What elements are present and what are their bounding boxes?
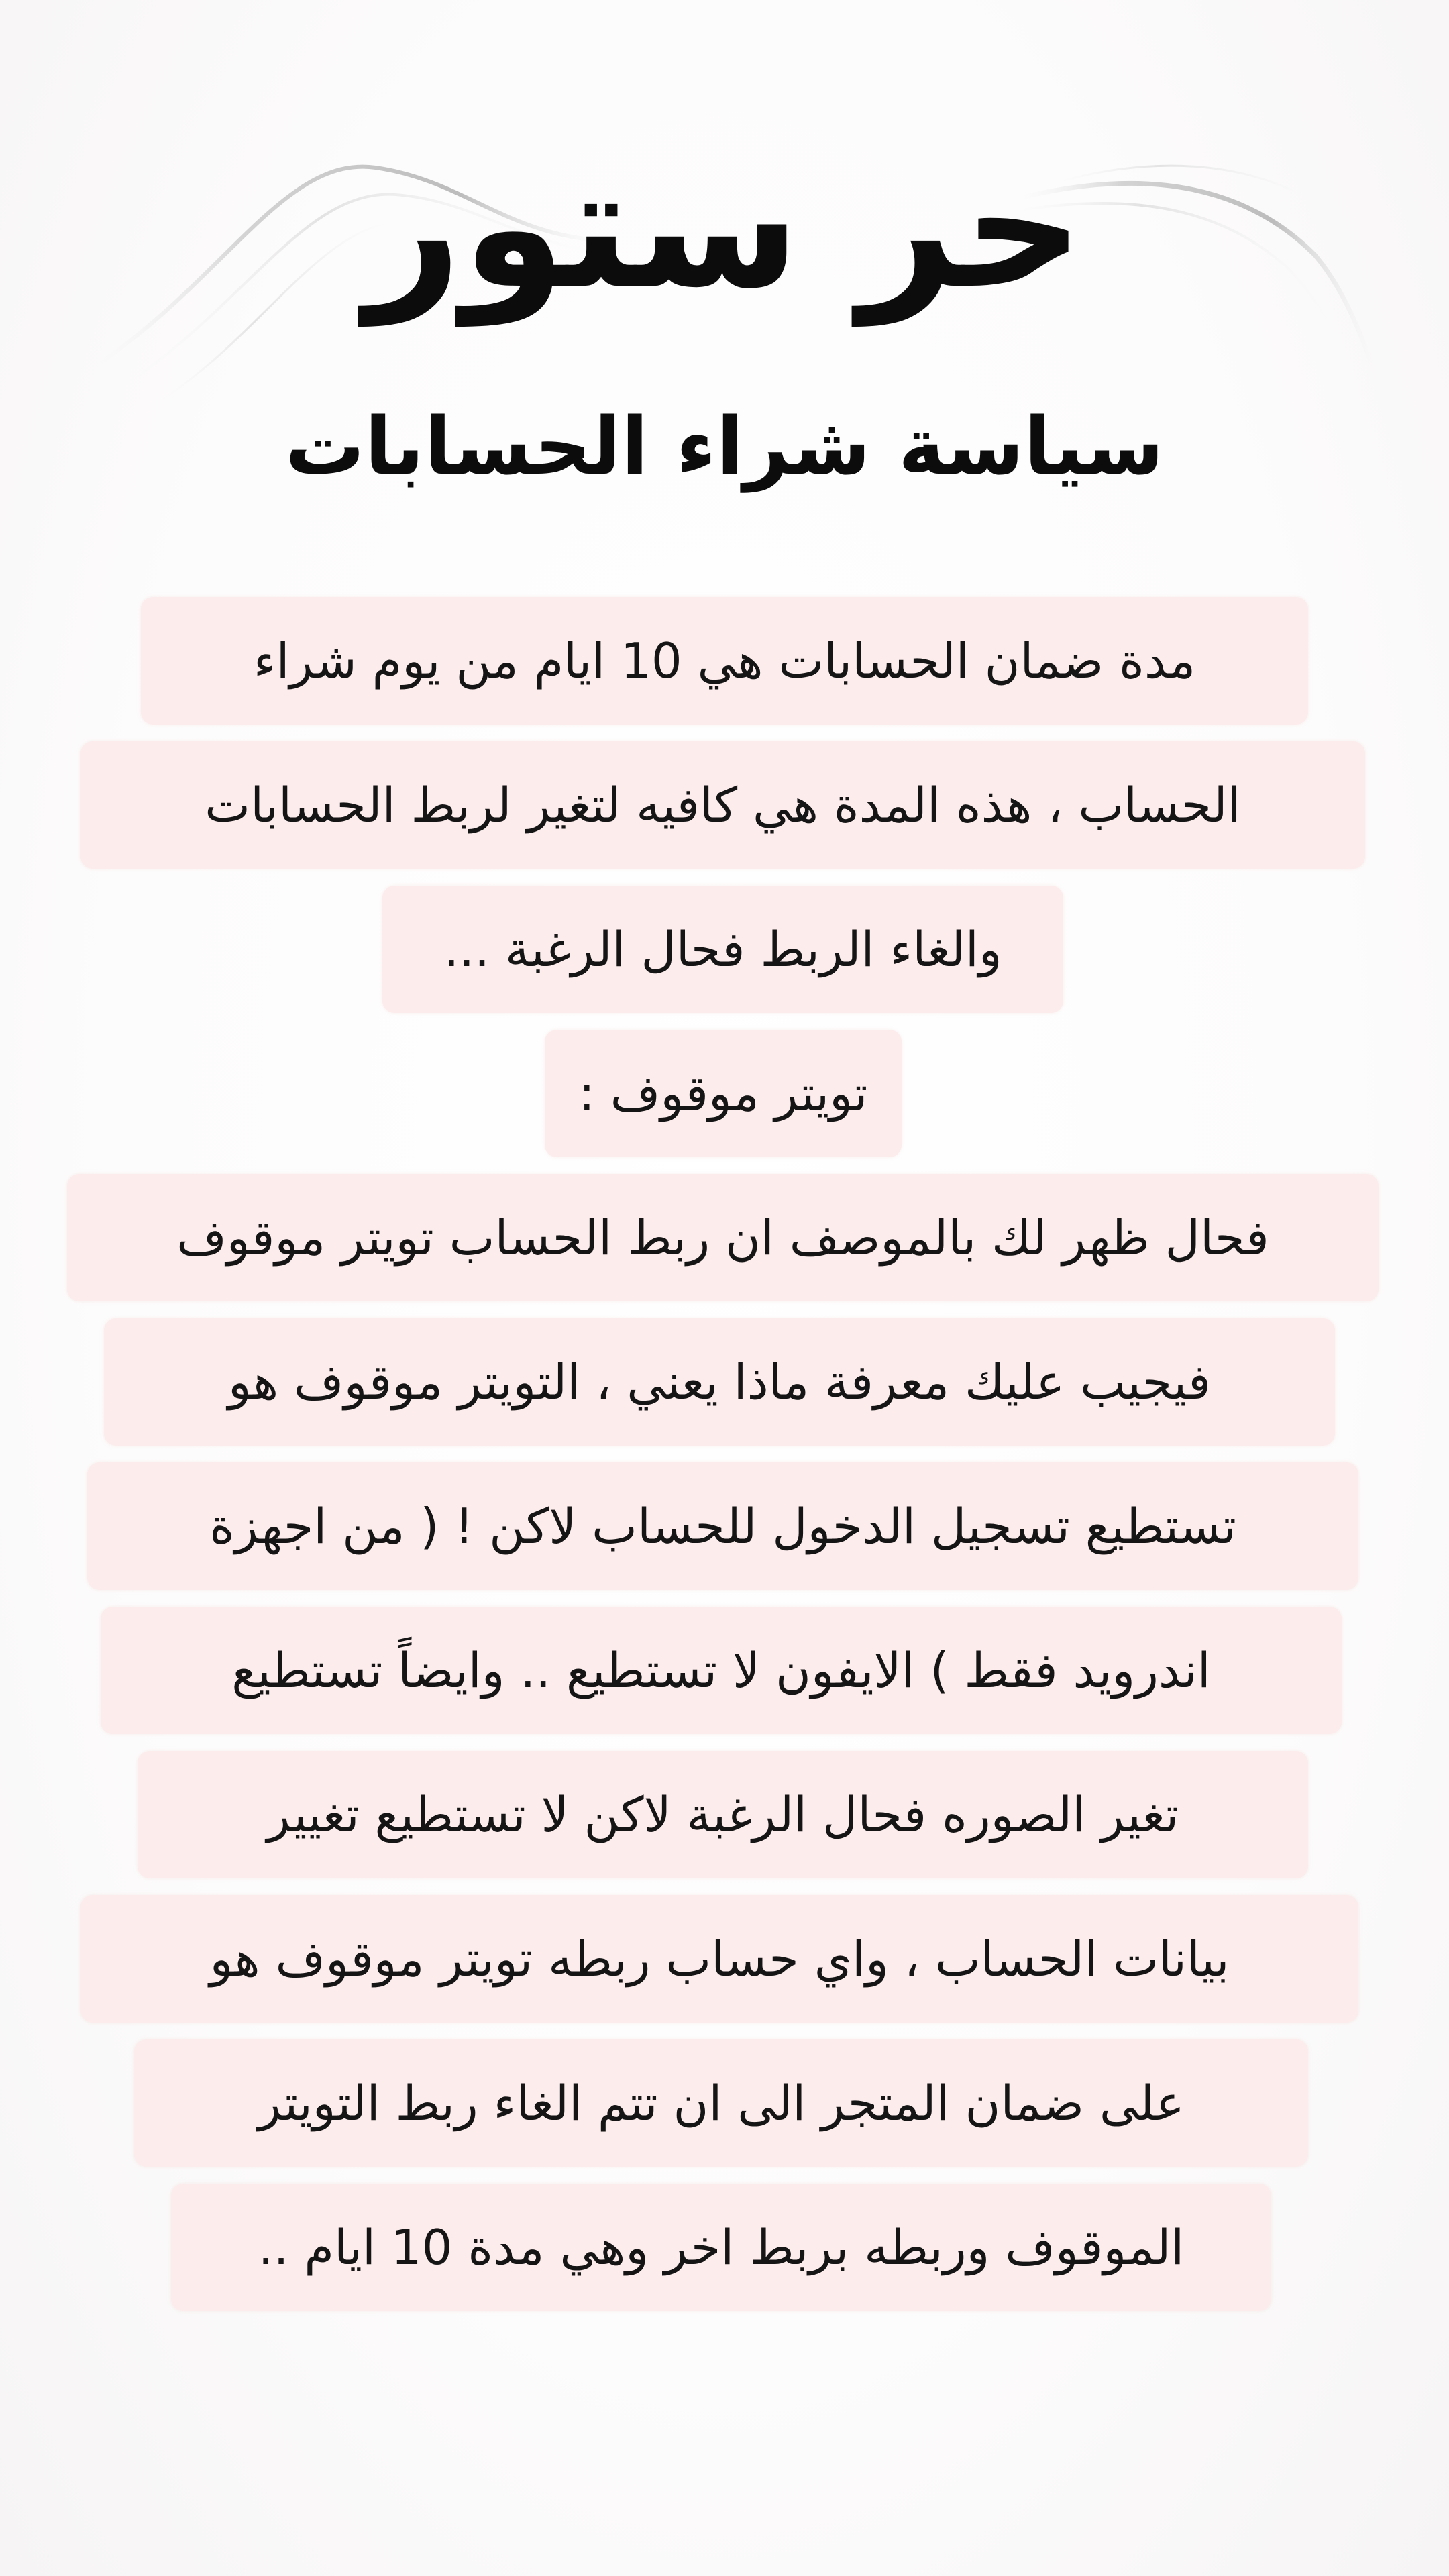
store-name-title: حر ستور — [365, 130, 1084, 325]
policy-line: مدة ضمان الحسابات هي 10 ايام من يوم شراء — [141, 597, 1308, 724]
policy-line: فحال ظهر لك بالموصف ان ربط الحساب تويتر موقوف — [67, 1174, 1379, 1301]
policy-line: تغير الصوره فحال الرغبة لاكن لا تستطيع تغيير — [138, 1751, 1308, 1878]
policy-line: بيانات الحساب ، واي حساب ربطه تويتر موقوف هو — [80, 1895, 1358, 2023]
policy-line: والغاء الربط فحال الرغبة ... — [382, 885, 1063, 1013]
policy-line: الموقوف وربطه بربط اخر وهي مدة 10 ايام .. — [171, 2184, 1271, 2311]
policy-line: اندرويد فقط ) الايفون لا تستطيع .. وايضاً تستطيع — [101, 1607, 1342, 1734]
policy-line: فيجيب عليك معرفة ماذا يعني ، التويتر موقوف هو — [104, 1318, 1335, 1446]
policy-line: تستطيع تسجيل الدخول للحساب لاكن ! ( من اجهزة — [87, 1462, 1358, 1590]
policy-line: الحساب ، هذه المدة هي كافيه لتغير لربط الحسابات — [80, 741, 1365, 869]
page-subtitle: سياسة شراء الحسابات — [285, 400, 1164, 492]
policy-line: تويتر موقوف : — [545, 1030, 902, 1157]
policy-line: على ضمان المتجر الى ان تتم الغاء ربط التويتر — [134, 2039, 1308, 2167]
